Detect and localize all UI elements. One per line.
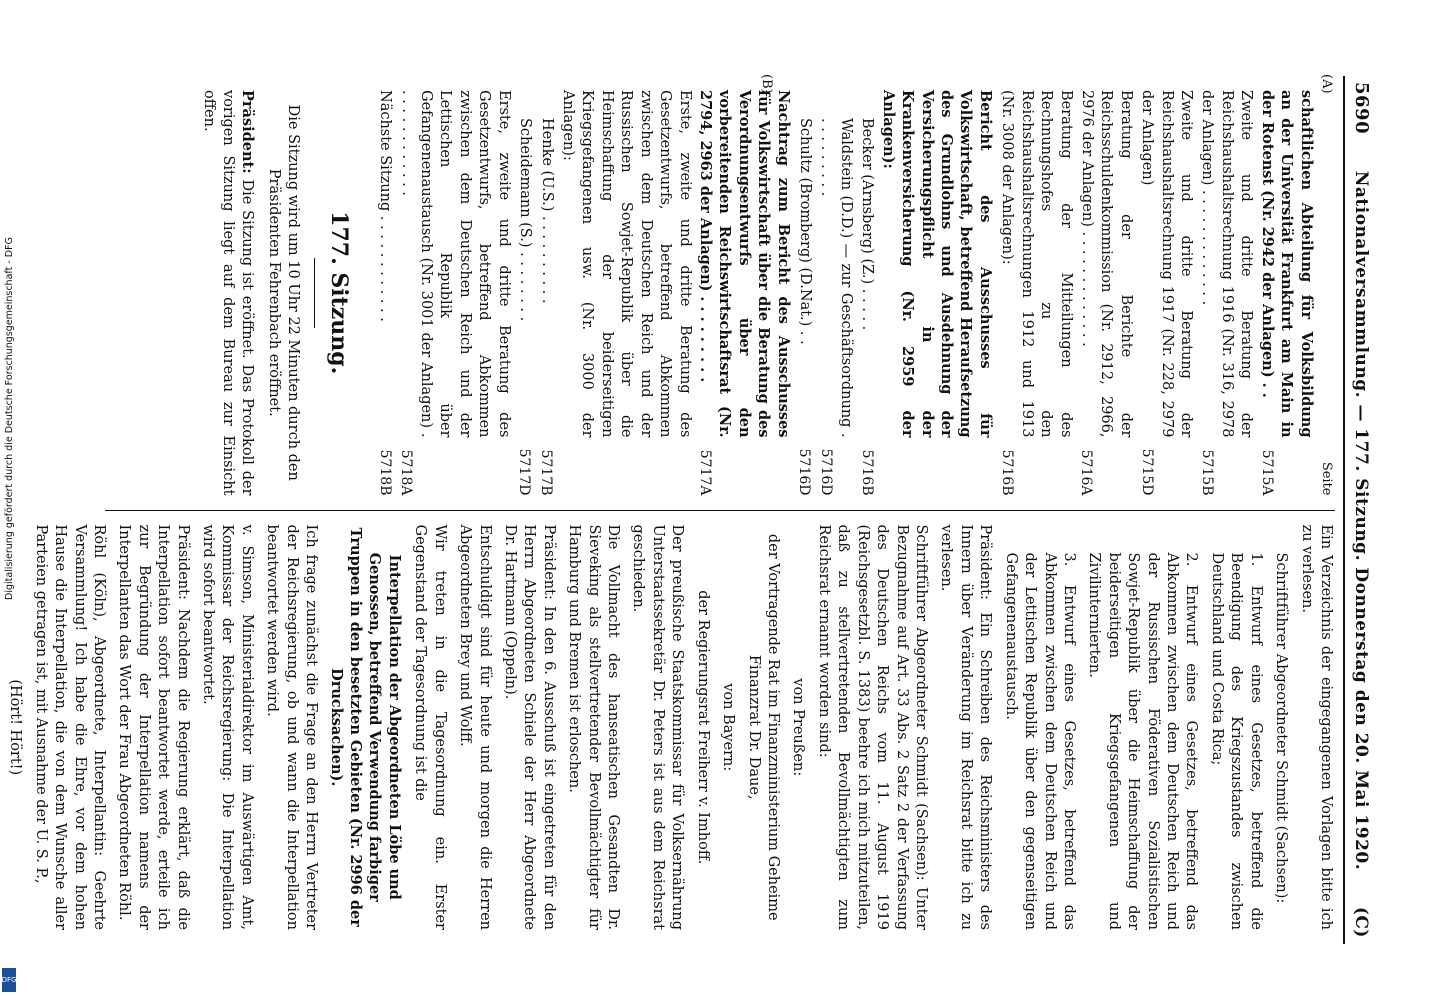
marker-a: (A): [1319, 74, 1334, 94]
toc-entry: Scheidemann (S.) . . . . . . . . 5717D: [516, 118, 534, 496]
paragraph: Präsident: Ein Schreiben des Reichsministers des Innern über Veränderung im Reichsrat bitte ich zu verlesen.: [938, 524, 994, 930]
page-number: 5690: [1351, 82, 1372, 135]
paragraph: Präsident: In den 6. Ausschuß ist eingetreten für den Herrn Abgeordneten Schiele der Herr Abgeordnete Dr. Hartmann (Oppeln).: [501, 524, 557, 930]
paragraph: der Regierungsrat Freiherr v. Imhoff.: [694, 590, 711, 865]
paragraph: Die Vollmacht des hanseatischen Gesandten Dr. Sieveking als stellvertretender Bevollmächtigter für Hamburg und Bremen ist erloschen.: [566, 524, 622, 930]
interjection: (Hört! Hört!): [7, 679, 24, 776]
list-item: 2. Entwurf eines Gesetzes, betreffend das Abkommen zwischen dem Deutschen Reich und der Russischen Föderativen Sozialistischen Sowjet-Republik über die Heimschaffung der beiderseitigen Kriegsgefangenen und Zivilinternierten.: [1086, 552, 1200, 930]
toc-entry: Beratung der Berichte der Reichsschuldenkommission (Nr. 2912, 2966, 2976 der Anlagen) . . . . . . . . . . . . . 5716A: [1078, 90, 1134, 496]
toc-entry: Bericht des Ausschusses für Volkswirtschaft, betreffend Heraufsetzung des Grundlohns und Ausdehnung der Versicherungspflicht in der Krankenversicherung (Nr. 2959 der Anlagen):: [879, 90, 994, 438]
toc-entry: Henke (U.S.) . . . . . . . . . . 5717B: [537, 118, 555, 496]
page-header: [1343, 76, 1372, 944]
toc-entry: Beratung der Mitteilungen des Rechnungshofes zu den Reichshaushaltsrechnungen 1912 und 1913 (Nr. 3008 der Anlagen): 5716B: [998, 90, 1074, 496]
paragraph: Entschuldigt sind für heute und morgen die Herren Abgeordneten Brey und Wolff.: [457, 524, 493, 930]
toc-entry: schaftlichen Abteilung für Volksbildung an der Universität Frankfurt am Main in der Rotenst (Nr. 2942 der Anlagen) . . 5715A: [1258, 90, 1315, 496]
paragraph: Ein Verzeichnis der eingegangenen Vorlagen bitte ich zu verlesen.: [1298, 524, 1334, 930]
paragraph: Ich frage zunächst die Frage an den Herrn Vertreter der Reichsregierung, ob und wann die Interpellation beantwortet werden wird.: [264, 524, 320, 930]
toc-entry: Waldstein (D.D.) — zur Geschäftsordnung . . . . . . . . . . 5716D: [817, 118, 854, 496]
toc-entry: Nachtrag zum Bericht des Ausschusses für Volkswirtschaft über die Beratung des Verordnungsentwurfs über den vorbereitenden Reichswirtschaftsrat (Nr. 2794, 2963 der Anlagen) . . . . . . . . . 5717A: [696, 90, 792, 496]
toc-entry: Zweite und dritte Beratung der Reichshaushaltsrechnung 1916 (Nr. 316, 2978 der Anlagen) . . . . . . . . . . . . . 5715B: [1198, 90, 1255, 496]
toc-entry: Zweite und dritte Beratung der Reichshaushaltsrechnung 1917 (Nr. 228, 2979 der Anlagen) 5715D: [1138, 90, 1195, 496]
president-paragraph: Präsident: Die Sitzung ist eröffnet. Das Protokoll der vorigen Sitzung liegt auf dem Bureau zur Einsicht offen.: [200, 90, 257, 496]
chapter-title: 177. Sitzung.: [325, 211, 352, 375]
paragraph: Präsident: Nachdem die Regierung erklärt, daß die Interpellation sofort beantwortet werde, erteile ich zur Begründung der Interpellation namens der Interpellanten das Wort der Frau Abgeordneten Röhl.: [116, 524, 191, 930]
marker-c: (C): [1351, 906, 1371, 938]
toc-entry: Schultz (Bromberg) (D.Nat.) . . 5716D: [796, 118, 814, 496]
paragraph: Schriftführer Abgeordneter Schmidt (Sachsen):: [1273, 552, 1290, 904]
paragraph: Röhl (Köln), Abgeordnete, Interpellantin: Geehrte Versammlung! Ich habe die Ehre, vor dem hohen Hause die Interpellation, die von dem Wunsche aller Parteien getragen ist, mit Ausnahme der U. S. P.,: [32, 524, 107, 930]
seite-label: Seite: [1319, 461, 1334, 496]
paragraph: Wir treten in die Tagesordnung ein. Erster Gegenstand der Tagesordnung ist die: [412, 524, 448, 930]
marker-b: (B): [759, 74, 774, 94]
toc-entry: Erste, zweite und dritte Beratung des Gesetzentwurfs, betreffend Abkommen zwischen dem Deutschen Reich und der Lettischen Republik über Gefangenenaustausch (Nr. 3001 der Anlagen) . . . . . . . . . . . . . 5718A: [397, 90, 512, 496]
left-column: [105, 76, 1335, 510]
opening-text: Die Sitzung wird um 10 Uhr 22 Minuten durch den Präsidenten Fehrenbach eröffnet.: [265, 104, 302, 481]
page-title: Nationalversammlung. — 177. Sitzung. Donnerstag den 20. Mai 1920.: [1351, 170, 1371, 871]
list-item: 3. Entwurf eines Gesetzes, betreffend das Abkommen zwischen dem Deutschen Reich und der Lettischen Republik über den gegenseitigen Gefangenenaustausch.: [1002, 552, 1077, 930]
divider: [314, 258, 315, 328]
toc-entry: Becker (Arnsberg) (Z.) . . . . . 5716B: [858, 118, 876, 496]
paragraph: Der preußische Staatskommissar für Volksernährung Unterstaatssekretär Dr. Peters ist aus dem Reichsrat geschieden.: [630, 524, 686, 930]
paragraph: v. Simson, Ministerialdirektor im Auswärtigen Amt, Kommissar der Reichsregierung: Die Interpellation wird sofort beantwortet.: [200, 524, 255, 930]
digitization-credit: Digitalisierung gefördert durch die Deutsche Forschungsgemeinschaft - DFG: [4, 237, 15, 600]
toc-entry: Nächste Sitzung . . . . . . . . . . . . 5718B: [376, 90, 394, 496]
interpellation-title: Interpellation der Abgeordneten Löbe und Genossen, betreffend Verwendung farbiger Truppen in den besetzten Gebieten (Nr. 2996 der Drucksachen).: [327, 527, 403, 927]
right-column: [7, 510, 1335, 945]
toc-entry: Erste, zweite und dritte Beratung des Gesetzentwurfs, betreffend Abkommen zwischen dem Deutschen Reich und der Russischen Sowjet-Republik über die Heimschaffung der beiderseitigen Kriegsgefangenen usw. (Nr. 3000 der Anlagen):: [559, 90, 693, 438]
paragraph: von Bayern:: [720, 683, 737, 772]
paragraph: Schriftführer Abgeordneter Schmidt (Sachsen): Unter Bezugnahme auf Art. 33 Abs. 2 Satz 2 der Verfassung des Deutschen Reichs vom 11. August 1919 (Reichsgesetzbl. S. 1383) beehre ich mich mitzuteilen, daß zu stellvertretenden Bevollmächtigten zum Reichsrat ernannt worden sind:: [815, 524, 929, 930]
paragraph: von Preußen:: [790, 678, 807, 777]
list-item: 1. Entwurf eines Gesetzes, betreffend die Beendigung des Kriegszustandes zwischen Deutschland und Costa Rica;: [1208, 552, 1264, 930]
dfg-logo: DFG: [2, 968, 16, 992]
paragraph: der Vortragende Rat im Finanzministerium Geheime Finanzrat Dr. Daue,: [745, 533, 782, 921]
